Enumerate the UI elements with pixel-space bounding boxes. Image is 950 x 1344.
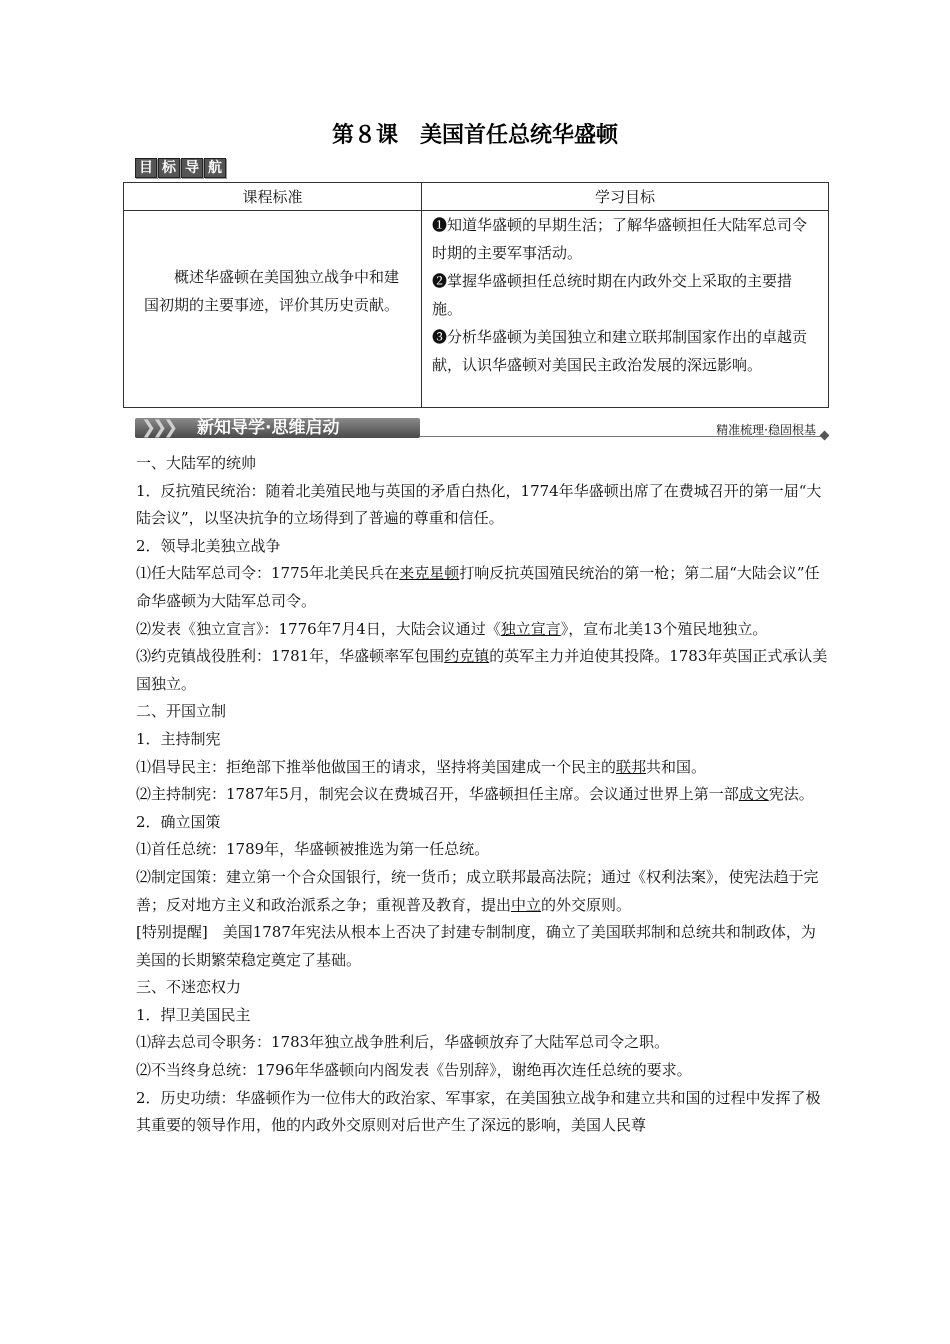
lesson-title: 第８课 美国首任总统华盛顿: [331, 123, 618, 148]
underlined-term: 来克星顿: [399, 564, 460, 583]
text-run: 》，宣布北美13个殖民地独立。: [560, 619, 768, 638]
special-note: [特别提醒] 美国1787年宪法从根本上否决了封建专制制度，确立了美国联邦制和总统共和制政体，为美国的长期繁荣稳定奠定了基础。: [136, 923, 816, 969]
paragraph: [136, 864, 830, 919]
underlined-term: 独立宣言: [500, 619, 561, 638]
paragraph: [136, 643, 830, 698]
nav-badge-char: 目: [135, 158, 157, 178]
objective-item: ❶知道华盛顿的早期生活；了解华盛顿担任大陆军总司令时期的主要军事活动。: [432, 216, 808, 262]
paragraph: [136, 560, 830, 615]
paragraph: ⑵不当终身总统：1796年华盛顿向内阁发表《告别辞》，谢绝再次连任总统的要求。: [136, 1061, 692, 1080]
underlined-term: 中立: [511, 895, 542, 914]
paragraph: 2．历史功绩：华盛顿作为一位伟大的政治家、军事家，在美国独立战争和建立共和国的过程中发挥了极其重要的领导作用，他的内政外交原则对后世产生了深远的影响，美国人民尊: [136, 1088, 821, 1135]
text-run: ⑴任大陆军总司令：1775年北美民兵在: [136, 564, 400, 583]
underlined-term: 联邦: [616, 757, 647, 776]
text-run: 的英军主力并迫使其投降。1783年英国正式承认美国独立。: [136, 647, 828, 693]
standard-text: 概述华盛顿在美国独立战争中和建国初期的主要事迹，评价其历史贡献。: [144, 268, 400, 314]
paragraph: 2．确立国策: [136, 812, 221, 831]
paragraph: 2．领导北美独立战争: [136, 536, 281, 555]
objective-item: ❸分析华盛顿为美国独立和建立联邦制国家作出的卓越贡献，认识华盛顿对美国民主政治发展的深远影响。: [432, 328, 808, 374]
text-run: ⑶约克镇战役胜利：1781年，华盛顿率军包围: [136, 647, 445, 666]
paragraph: [136, 616, 830, 644]
nav-badge-char: 标: [158, 158, 180, 178]
paragraph: ⑴首任总统：1789年，华盛顿被推选为第一任总统。: [136, 840, 490, 859]
section-heading: 二、开国立制: [136, 702, 227, 721]
diamond-icon: [820, 431, 830, 441]
text-run: 宪法。: [768, 785, 814, 804]
objectives-cell: [422, 211, 829, 408]
col-header-standard: 课程标准: [124, 183, 422, 211]
text-run: 的外交原则。: [541, 895, 632, 914]
section-band: [135, 416, 830, 440]
text-run: ⑴倡导民主：拒绝部下推举他做国王的请求，坚持将美国建成一个民主的: [136, 757, 617, 776]
col-header-objectives: 学习目标: [422, 183, 829, 211]
main-content: [136, 450, 830, 1140]
section-heading: 三、不迷恋权力: [136, 978, 242, 997]
paragraph: [136, 754, 830, 782]
objective-item: ❷掌握华盛顿担任总统时期在内政外交上采取的主要措施。: [432, 272, 793, 318]
table-row: [124, 211, 829, 408]
text-run: ⑵主持制宪：1787年5月，制宪会议在费城召开，华盛顿担任主席。会议通过世界上第一部: [136, 785, 739, 804]
paragraph: 1．反抗殖民统治：随着北美殖民地与英国的矛盾白热化，1774年华盛顿出席了在费城召开的第一届“大陆会议”，以坚决抗争的立场得到了普遍的尊重和信任。: [136, 481, 822, 528]
paragraph: [136, 781, 830, 809]
band-subtitle: 精准梳理·稳固根基: [716, 423, 816, 437]
standards-table: [123, 182, 829, 408]
band-title: 新知导学·思维启动: [197, 418, 340, 438]
section-heading: 一、大陆军的统帅: [136, 454, 257, 472]
nav-badge: [135, 158, 226, 178]
paragraph: 1．主持制宪: [136, 729, 221, 748]
nav-badge-char: 航: [204, 158, 226, 178]
paragraph: 1．捍卫美国民主: [136, 1005, 251, 1024]
underlined-term: 约克镇: [444, 647, 490, 666]
standard-cell: [124, 211, 422, 408]
paragraph: ⑴辞去总司令职务：1783年独立战争胜利后，华盛顿放弃了大陆军总司令之职。: [136, 1033, 670, 1052]
text-run: 打响反抗英国殖民统治的第一枪；第二届“大陆会议”任命华盛顿为大陆军总司令。: [136, 564, 820, 610]
text-run: ⑵制定国策：建立第一个合众国银行，统一货币；成立联邦最高法院；通过《权利法案》，使宪法趋于完善；反对地方主义和政治派系之争；重视普及教育，提出: [136, 867, 819, 914]
nav-badge-char: 导: [181, 158, 203, 178]
text-run: ⑵发表《独立宣言》：1776年7月4日，大陆会议通过《: [136, 619, 501, 638]
table-header-row: [124, 183, 829, 211]
underlined-term: 成文: [738, 785, 769, 804]
chevron-right-icon: ❯❯❯: [141, 417, 175, 438]
text-run: 共和国。: [646, 757, 707, 776]
